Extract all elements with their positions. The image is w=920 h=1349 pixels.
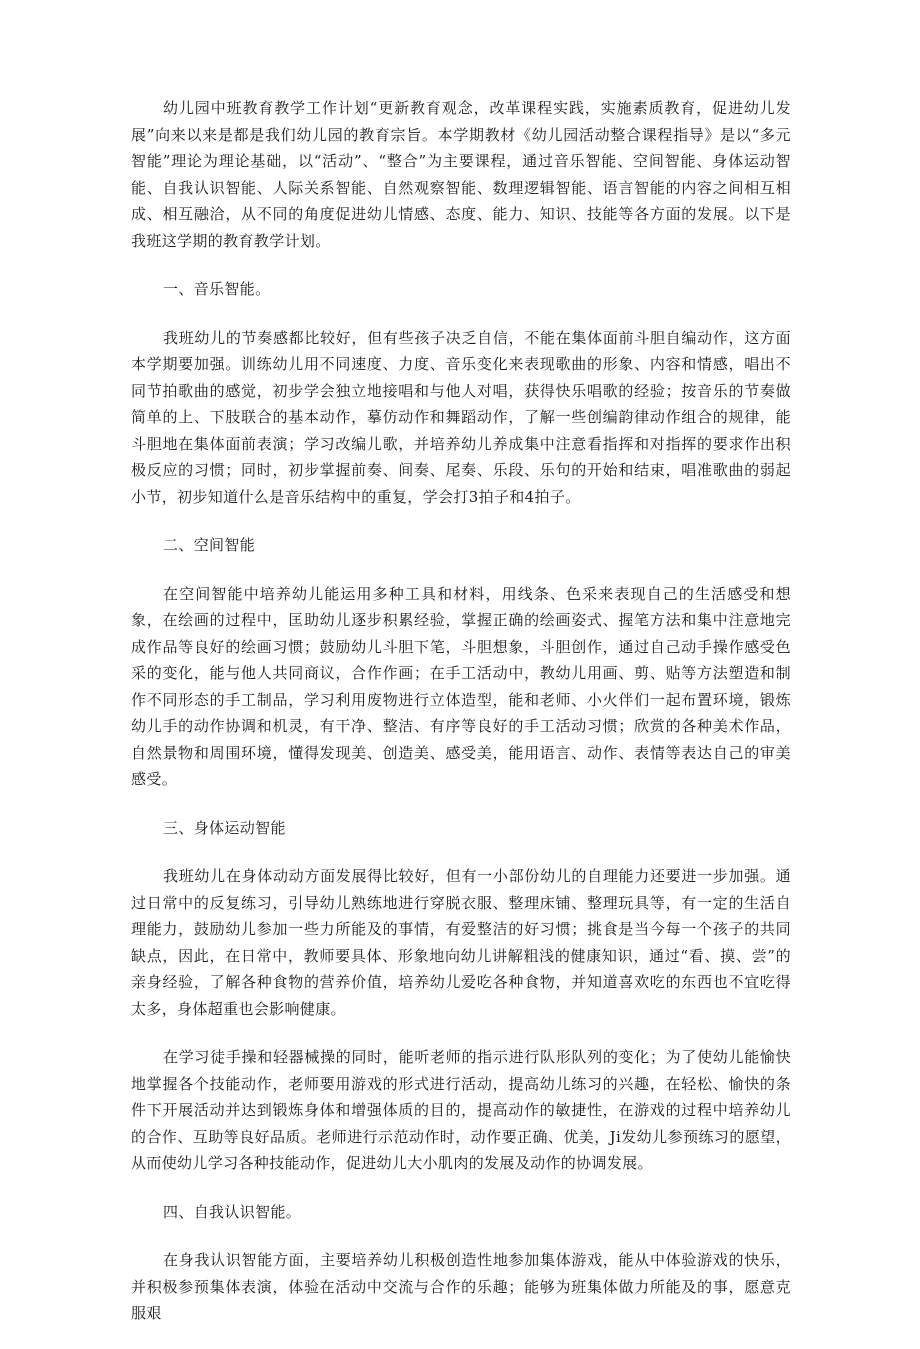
section-heading-spatial: 二、空间智能 <box>163 536 256 554</box>
music-paragraph: 我班幼儿的节奏感都比较好，但有些孩子决乏自信，不能在集体面前斗胆自编动作，这方面本学期要加强。训练幼儿用不同速度、力度、音乐变化来表现歌曲的形象、内容和情感，唱出不同节拍歌曲的感觉，初步学会独立地接唱和与他人对唱，获得快乐唱歌的经验；按音乐的节奏做简单的上、下肢联合的基本动作，摹仿动作和舞蹈动作，了解一些创编韵律动作组合的规律，能斗胆地在集体面前表演；学习改编儿歌，并培养幼儿养成集中注意看指挥和对指挥的要求作出积极反应的习惯；同时，初步掌握前奏、间奏、尾奏、乐段、乐句的开始和结束，唱准歌曲的弱起小节，初步知道什么是音乐结构中的重复，学会打3拍子和4拍子。 <box>131 328 791 506</box>
section-heading-music: 一、音乐智能。 <box>163 280 271 298</box>
spatial-paragraph: 在空间智能中培养幼儿能运用多种工具和材料，用线条、色采来表现自己的生活感受和想象，在绘画的过程中，匡助幼儿逐步积累经验，掌握正确的绘画姿式、握笔方法和集中注意地完成作品等良好的绘画习惯；鼓励幼儿斗胆下笔，斗胆想象，斗胆创作，通过自己动手操作感受色采的变化，能与他人共同商议，合作作画；在手工活动中，教幼儿用画、剪、贴等方法塑造和制作不同形态的手工制品，学习利用废物进行立体造型，能和老师、小火伴们一起布置环境，锻炼幼儿手的动作协调和机灵，有干净、整洁、有序等良好的手工活动习惯；欣赏的各种美术作品，自然景物和周围环境，懂得发现美、创造美、感受美，能用语言、动作、表情等表达自己的审美感受。 <box>131 584 791 788</box>
body-movement-paragraph-1: 我班幼儿在身体动动方面发展得比较好，但有一小部份幼儿的自理能力还要进一步加强。通过日常中的反复练习，引导幼儿熟练地进行穿脱衣服、整理床铺、整理玩具等，有一定的生活自理能力，鼓励幼儿参加一些力所能及的事情，有爱整洁的好习惯；挑食是当今每一个孩子的共同缺点，因此，在日常中，教师要具体、形象地向幼儿讲解粗浅的健康知识，通过“看、摸、尝”的亲身经验，了解各种食物的营养价值，培养幼儿爱吃各种食物，并知道喜欢吃的东西也不宜吃得太多，身体超重也会影响健康。 <box>131 867 791 1018</box>
section-heading-self-awareness: 四、自我认识智能。 <box>163 1202 302 1221</box>
section-heading-body-movement: 三、身体运动智能 <box>163 818 286 837</box>
self-awareness-paragraph: 在身我认识智能方面，主要培养幼儿积极创造性地参加集体游戏，能从中体验游戏的快乐，并积极参预集体表演，体验在活动中交流与合作的乐趣；能够为班集体做力所能及的事，愿意克服艰 <box>131 1251 791 1322</box>
document-body <box>131 95 791 1349</box>
intro-paragraph: 幼儿园中班教育教学工作计划“更新教育观念，改革课程实践，实施素质教育，促进幼儿发展”向来以来是都是我们幼儿园的教育宗旨。本学期教材《幼儿园活动整合课程指导》是以“多元智能”理论为理论基础，以“活动”、“整合”为主要课程，通过音乐智能、空间智能、身体运动智能、自我认识智能、人际关系智能、自然观察智能、数理逻辑智能、语言智能的内容之间相互相成、相互融洽，从不同的角度促进幼儿情感、态度、能力、知识、技能等各方面的发展。以下是我班这学期的教育教学计划。 <box>131 99 791 250</box>
body-movement-paragraph-2: 在学习徒手操和轻器械操的同时，能听老师的指示进行队形队列的变化；为了使幼儿能愉快地掌握各个技能动作，老师要用游戏的形式进行活动，提高幼儿练习的兴趣，在轻松、愉快的条件下开展活动并达到锻炼身体和增强体质的目的，提高动作的敏捷性，在游戏的过程中培养幼儿的合作、互助等良好品质。老师进行示范动作时，动作要正确、优美，Ji发幼儿参预练习的愿望，从而使幼儿学习各种技能动作，促进幼儿大小肌肉的发展及动作的协调发展。 <box>131 1048 791 1172</box>
